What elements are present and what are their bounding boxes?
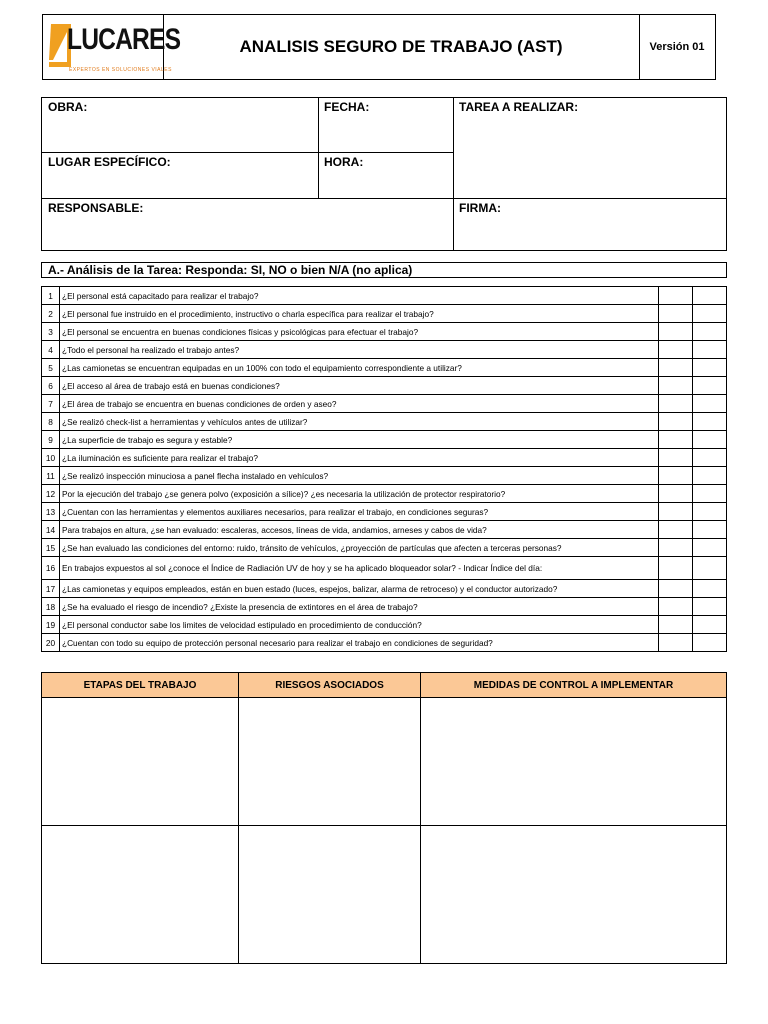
question-text: Para trabajos en altura, ¿se han evaluado: escaleras, accesos, líneas de vida, andamios, arneses y cabos de vida? bbox=[60, 521, 659, 539]
question-text: ¿Cuentan con todo su equipo de protección personal necesario para realizar el trabajo en condiciones de seguridad? bbox=[60, 634, 659, 652]
document-title: ANALISIS SEGURO DE TRABAJO (AST) bbox=[163, 15, 640, 79]
observation-cell[interactable] bbox=[693, 305, 727, 323]
question-number: 9 bbox=[42, 431, 60, 449]
question-row bbox=[42, 323, 727, 341]
question-text: ¿El personal conductor sabe los limites de velocidad estipulado en procedimiento de conducción? bbox=[60, 616, 659, 634]
question-number: 5 bbox=[42, 359, 60, 377]
answer-cell[interactable] bbox=[659, 377, 693, 395]
company-logo bbox=[43, 15, 181, 79]
answer-cell[interactable] bbox=[659, 557, 693, 580]
observation-cell[interactable] bbox=[693, 539, 727, 557]
question-row bbox=[42, 413, 727, 431]
work-steps-table bbox=[41, 672, 727, 964]
question-row bbox=[42, 377, 727, 395]
question-number: 13 bbox=[42, 503, 60, 521]
question-number: 15 bbox=[42, 539, 60, 557]
observation-cell[interactable] bbox=[693, 413, 727, 431]
question-row bbox=[42, 359, 727, 377]
logo-text: LUCARES bbox=[67, 23, 181, 56]
question-number: 17 bbox=[42, 580, 60, 598]
answer-cell[interactable] bbox=[659, 287, 693, 305]
observation-cell[interactable] bbox=[693, 580, 727, 598]
question-number: 14 bbox=[42, 521, 60, 539]
question-text: ¿El área de trabajo se encuentra en buenas condiciones de orden y aseo? bbox=[60, 395, 659, 413]
etapa-cell[interactable] bbox=[42, 826, 239, 964]
question-text: ¿Las camionetas se encuentran equipadas en un 100% con todo el equipamiento correspondiente a utilizar? bbox=[60, 359, 659, 377]
question-number: 6 bbox=[42, 377, 60, 395]
header-etapas: ETAPAS DEL TRABAJO bbox=[42, 673, 239, 698]
riesgo-cell[interactable] bbox=[239, 826, 421, 964]
medida-cell[interactable] bbox=[421, 826, 727, 964]
question-text: ¿Se realizó check-list a herramientas y vehículos antes de utilizar? bbox=[60, 413, 659, 431]
question-text: ¿Se realizó inspección minuciosa a panel flecha instalado en vehículos? bbox=[60, 467, 659, 485]
hora-field[interactable]: HORA: bbox=[324, 155, 364, 169]
question-text: ¿Todo el personal ha realizado el trabajo antes? bbox=[60, 341, 659, 359]
question-text: ¿Se han evaluado las condiciones del entorno: ruido, tránsito de vehículos, ¿proyección de partículas que afecten a terceras personas? bbox=[60, 539, 659, 557]
observation-cell[interactable] bbox=[693, 449, 727, 467]
question-text: ¿La superficie de trabajo es segura y estable? bbox=[60, 431, 659, 449]
answer-cell[interactable] bbox=[659, 431, 693, 449]
answer-cell[interactable] bbox=[659, 413, 693, 431]
header-riesgos: RIESGOS ASOCIADOS bbox=[239, 673, 421, 698]
observation-cell[interactable] bbox=[693, 359, 727, 377]
observation-cell[interactable] bbox=[693, 341, 727, 359]
answer-cell[interactable] bbox=[659, 580, 693, 598]
question-text: Por la ejecución del trabajo ¿se genera polvo (exposición a sílice)? ¿es necesaria la utilización de protector respiratorio? bbox=[60, 485, 659, 503]
question-number: 1 bbox=[42, 287, 60, 305]
question-number: 16 bbox=[42, 557, 60, 580]
firma-field[interactable]: FIRMA: bbox=[459, 201, 501, 215]
question-row bbox=[42, 521, 727, 539]
question-number: 8 bbox=[42, 413, 60, 431]
obra-field[interactable]: OBRA: bbox=[48, 100, 88, 114]
fecha-field[interactable]: FECHA: bbox=[324, 100, 370, 114]
logo-tagline: EXPERTOS EN SOLUCIONES VIALES bbox=[69, 67, 172, 73]
question-number: 10 bbox=[42, 449, 60, 467]
question-text: ¿Cuentan con las herramientas y elementos auxiliares necesarios, para realizar el trabajo, en condiciones seguras? bbox=[60, 503, 659, 521]
question-number: 11 bbox=[42, 467, 60, 485]
question-text: En trabajos expuestos al sol ¿conoce el Índice de Radiación UV de hoy y se ha aplicado bloqueador solar? - Indicar Índice del día: bbox=[60, 557, 659, 580]
observation-cell[interactable] bbox=[693, 616, 727, 634]
question-row bbox=[42, 539, 727, 557]
question-text: ¿El personal se encuentra en buenas condiciones físicas y psicológicas para efectuar el trabajo? bbox=[60, 323, 659, 341]
question-row bbox=[42, 395, 727, 413]
answer-cell[interactable] bbox=[659, 467, 693, 485]
question-text: ¿El acceso al área de trabajo está en buenas condiciones? bbox=[60, 377, 659, 395]
question-number: 4 bbox=[42, 341, 60, 359]
question-row bbox=[42, 616, 727, 634]
question-row bbox=[42, 341, 727, 359]
observation-cell[interactable] bbox=[693, 287, 727, 305]
observation-cell[interactable] bbox=[693, 598, 727, 616]
observation-cell[interactable] bbox=[693, 521, 727, 539]
answer-cell[interactable] bbox=[659, 503, 693, 521]
observation-cell[interactable] bbox=[693, 395, 727, 413]
question-row bbox=[42, 580, 727, 598]
question-text: ¿Se ha evaluado el riesgo de incendio? ¿Existe la presencia de extintores en el área de trabajo? bbox=[60, 598, 659, 616]
question-text: ¿La iluminación es suficiente para realizar el trabajo? bbox=[60, 449, 659, 467]
answer-cell[interactable] bbox=[659, 598, 693, 616]
section-a-title: A.- Análisis de la Tarea: Responda: SI, NO o bien N/A (no aplica) bbox=[41, 262, 727, 278]
question-row bbox=[42, 449, 727, 467]
question-row bbox=[42, 431, 727, 449]
answer-cell[interactable] bbox=[659, 305, 693, 323]
answer-cell[interactable] bbox=[659, 539, 693, 557]
questions-table bbox=[41, 286, 727, 652]
question-row bbox=[42, 485, 727, 503]
question-number: 18 bbox=[42, 598, 60, 616]
document-header bbox=[42, 14, 716, 80]
table-row bbox=[42, 826, 727, 964]
answer-cell[interactable] bbox=[659, 634, 693, 652]
question-row bbox=[42, 287, 727, 305]
riesgo-cell[interactable] bbox=[239, 698, 421, 826]
observation-cell[interactable] bbox=[693, 557, 727, 580]
answer-cell[interactable] bbox=[659, 449, 693, 467]
question-number: 7 bbox=[42, 395, 60, 413]
answer-cell[interactable] bbox=[659, 341, 693, 359]
question-row bbox=[42, 557, 727, 580]
answer-cell[interactable] bbox=[659, 323, 693, 341]
observation-cell[interactable] bbox=[693, 503, 727, 521]
question-row bbox=[42, 305, 727, 323]
question-row bbox=[42, 467, 727, 485]
question-number: 19 bbox=[42, 616, 60, 634]
observation-cell[interactable] bbox=[693, 485, 727, 503]
question-number: 20 bbox=[42, 634, 60, 652]
etapa-cell[interactable] bbox=[42, 698, 239, 826]
header-medidas: MEDIDAS DE CONTROL A IMPLEMENTAR bbox=[421, 673, 727, 698]
observation-cell[interactable] bbox=[693, 431, 727, 449]
question-number: 2 bbox=[42, 305, 60, 323]
question-row bbox=[42, 598, 727, 616]
tarea-field[interactable]: TAREA A REALIZAR: bbox=[459, 100, 579, 114]
medida-cell[interactable] bbox=[421, 698, 727, 826]
observation-cell[interactable] bbox=[693, 467, 727, 485]
observation-cell[interactable] bbox=[693, 377, 727, 395]
question-text: ¿Las camionetas y equipos empleados, están en buen estado (luces, espejos, balizar, alarma de retroceso) y el conductor autorizado? bbox=[60, 580, 659, 598]
job-info-box bbox=[41, 97, 727, 251]
answer-cell[interactable] bbox=[659, 485, 693, 503]
question-text: ¿El personal está capacitado para realizar el trabajo? bbox=[60, 287, 659, 305]
answer-cell[interactable] bbox=[659, 521, 693, 539]
question-number: 12 bbox=[42, 485, 60, 503]
question-text: ¿El personal fue instruido en el procedimiento, instructivo o charla específica para realizar el trabajo? bbox=[60, 305, 659, 323]
question-row bbox=[42, 503, 727, 521]
observation-cell[interactable] bbox=[693, 634, 727, 652]
question-number: 3 bbox=[42, 323, 60, 341]
responsable-field[interactable]: RESPONSABLE: bbox=[48, 201, 144, 215]
version-label: Versión 01 bbox=[649, 41, 705, 53]
answer-cell[interactable] bbox=[659, 616, 693, 634]
lugar-field[interactable]: LUGAR ESPECÍFICO: bbox=[48, 155, 171, 169]
table-row bbox=[42, 698, 727, 826]
answer-cell[interactable] bbox=[659, 359, 693, 377]
observation-cell[interactable] bbox=[693, 323, 727, 341]
answer-cell[interactable] bbox=[659, 395, 693, 413]
question-row bbox=[42, 634, 727, 652]
